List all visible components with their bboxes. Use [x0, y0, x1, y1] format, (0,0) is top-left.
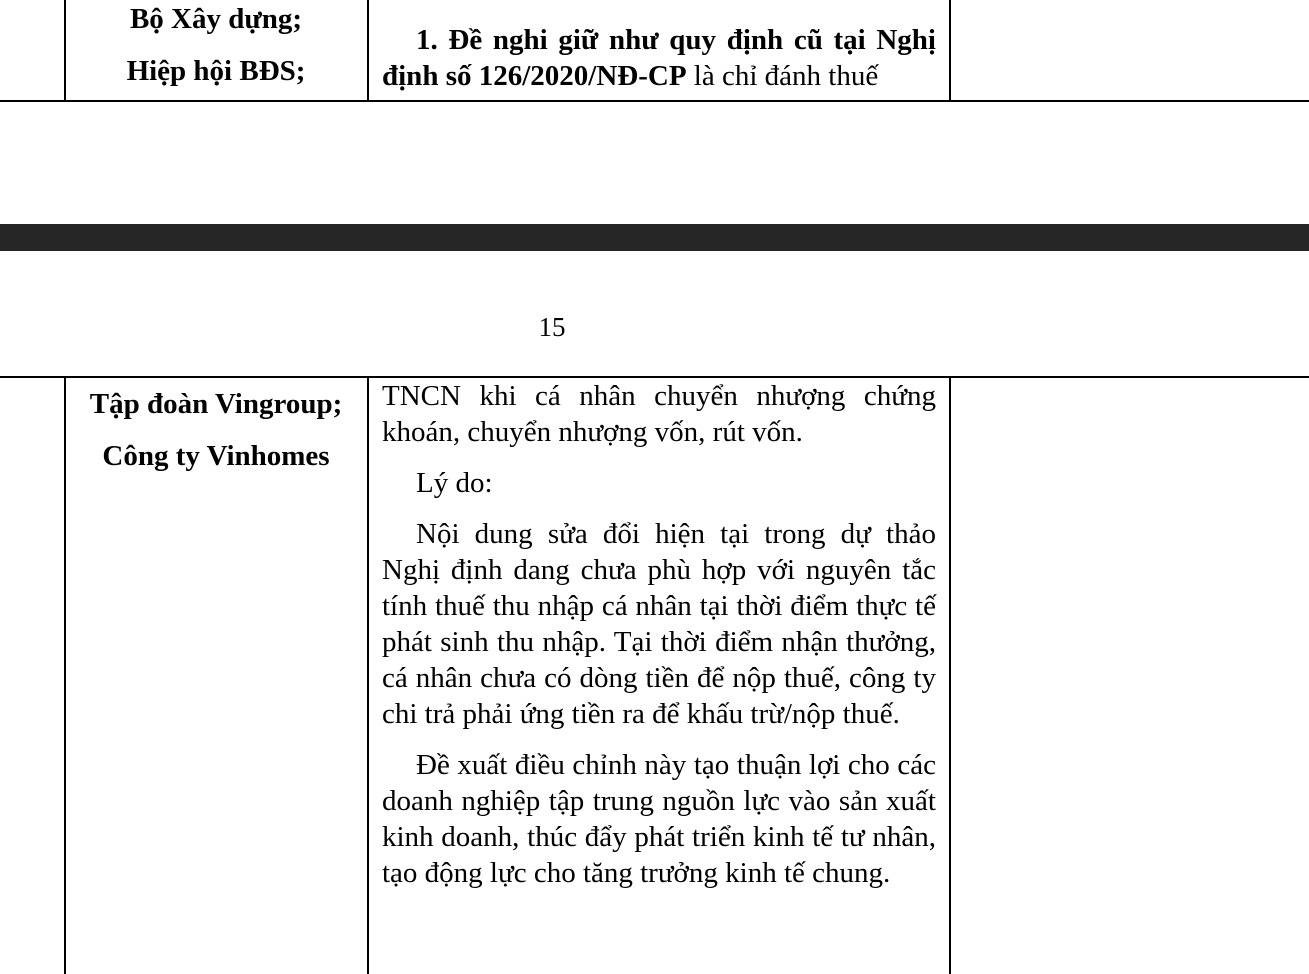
top-proposer-line-1: Bộ Xây dựng;	[129, 3, 303, 35]
content-paragraph-reason: Nội dung sửa đổi hiện tại trong dự thảo Nghị định dang chưa phù hợp với nguyên tắc tính thuế thu nhập cá nhân tại thời điểm thực tế phát sinh thu nhập. Tại thời điểm nhận thưởng, cá nhân chưa có dòng tiền để nộp thuế, công ty chi trả phải ứng tiền ra để khấu trừ/nộp thuế.	[382, 518, 936, 730]
bottom-table-border-col3	[949, 376, 951, 974]
page-separator	[0, 224, 1309, 251]
top-proposer-line-2: Hiệp hội BĐS;	[126, 55, 306, 87]
content-paragraph-continuation: TNCN khi cá nhân chuyển nhượng chứng khoán, chuyển nhượng vốn, rút vốn.	[382, 380, 936, 448]
bottom-proposer-line-1: Tập đoàn Vingroup;	[89, 388, 343, 420]
bottom-table-border-col2	[367, 376, 369, 974]
page-number: 15	[538, 312, 566, 342]
top-content-normal: là chỉ đánh thuế	[686, 60, 879, 92]
top-table-border-col2	[367, 0, 369, 101]
bottom-proposer-line-2: Công ty Vinhomes	[102, 440, 330, 472]
bottom-content-cell	[382, 378, 936, 891]
top-content-bold: 1. Đề nghi giữ như quy định cũ tại Nghị định số 126/2020/NĐ-CP	[382, 24, 936, 92]
top-table-bottom-border	[0, 100, 1309, 102]
top-content-cell	[382, 22, 936, 94]
bottom-proposer-cell	[66, 378, 366, 482]
content-paragraph-reason-heading: Lý do:	[416, 467, 493, 499]
top-proposer-cell	[66, 0, 366, 90]
content-paragraph-proposal: Đề xuất điều chỉnh này tạo thuận lợi cho các doanh nghiệp tập trung nguồn lực vào sản xuất kinh doanh, thúc đẩy phát triển kinh tế tư nhân, tạo động lực cho tăng trưởng kinh tế chung.	[382, 749, 936, 889]
top-table-border-col3	[949, 0, 951, 101]
